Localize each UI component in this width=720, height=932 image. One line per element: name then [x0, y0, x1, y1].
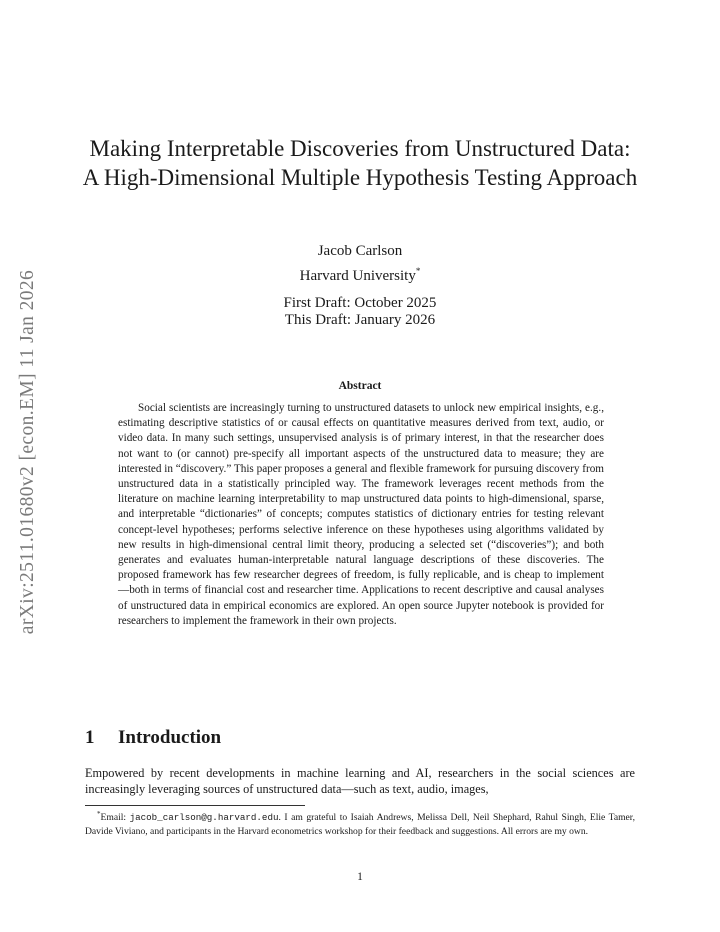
section-title: Introduction [118, 727, 222, 748]
footnote-text: I am grateful to Isaiah Andrews, Melissa Dell, Neil Shephard, Rahul Singh, Elie Tamer, Davide Viviano, and participants in the Harvard econometrics workshop for their feedback and suggestions. All errors are my own. [85, 812, 636, 837]
author-affiliation: Harvard University [299, 268, 416, 284]
introduction-text: Empowered by recent developments in machine learning and AI, researchers in the social sciences are increasingly leveraging sources of unstructured data—such as text, audio, images, [85, 766, 635, 796]
footnote-rule [85, 805, 305, 806]
first-draft-date: First Draft: October 2025 [283, 295, 437, 311]
draft-dates [0, 295, 720, 329]
page-number: 1 [357, 871, 363, 883]
paper-title: Making Interpretable Discoveries from Unstructured Data: A High-Dimensional Multiple Hypothesis Testing Approach [82, 136, 638, 190]
author-name: Jacob Carlson [317, 243, 403, 259]
author-affiliation-line [0, 261, 720, 286]
this-draft-date: This Draft: January 2026 [284, 312, 436, 328]
abstract-text: Social scientists are increasingly turning to unstructured datasets to unlock new empirical insights, e.g., estimating descriptive statistics of or causal effects on quantitative measures derived from text, audio, or video data. In many such settings, unsupervised analysis is of primary interest, in that the researcher does not want to (or cannot) pre-specify all important aspects of the unstructured data to measure; they are interested in “discovery.” This paper proposes a general and flexible framework for pursuing discovery from unstructured data in a statistically principled way. The framework leverages recent methods from the literature on machine learning interpretability to map unstructured data points to high-dimensional, sparse, and interpretable “dictionaries” of concepts; computes statistics of dictionary entries for testing relevant concept-level hypotheses; performs selective inference on these hypotheses using algorithms validated by new results in high-dimensional central limit theory, producing a selected set (“discoveries”); and both generates and evaluates human-interpretable natural language descriptions of these discoveries. The proposed framework has few researcher degrees of freedom, is fully replicable, and is cheap to implement—both in terms of financial cost and researcher time. Applications to recent descriptive and causal analyses of unstructured data in empirical economics are explored. An open source Jupyter notebook is provided for researchers to implement the framework in their own projects. [118, 402, 604, 627]
section-heading [85, 727, 221, 749]
footnote-mark: * [97, 810, 101, 818]
footnote: *Email: jacob_carlson@g.harvard.edu. I am grateful to Isaiah Andrews, Melissa Dell, Neil Shephard, Rahul Singh, Elie Tamer, Davide Viviano, and participants in the Harvard econometrics workshop for their feedback and suggestions. All errors are my own. [85, 810, 636, 837]
section-number: 1 [85, 727, 95, 748]
arxiv-id-label: arXiv:2511.01680v2 [econ.EM] 11 Jan 2026 [17, 269, 39, 635]
abstract-heading: Abstract [338, 380, 382, 392]
footnote-email: jacob_carlson@g.harvard.edu [129, 812, 279, 824]
affiliation-footnote-mark: * [415, 266, 421, 276]
author-block [0, 241, 720, 286]
footnote-email-label: Email: [100, 812, 127, 824]
